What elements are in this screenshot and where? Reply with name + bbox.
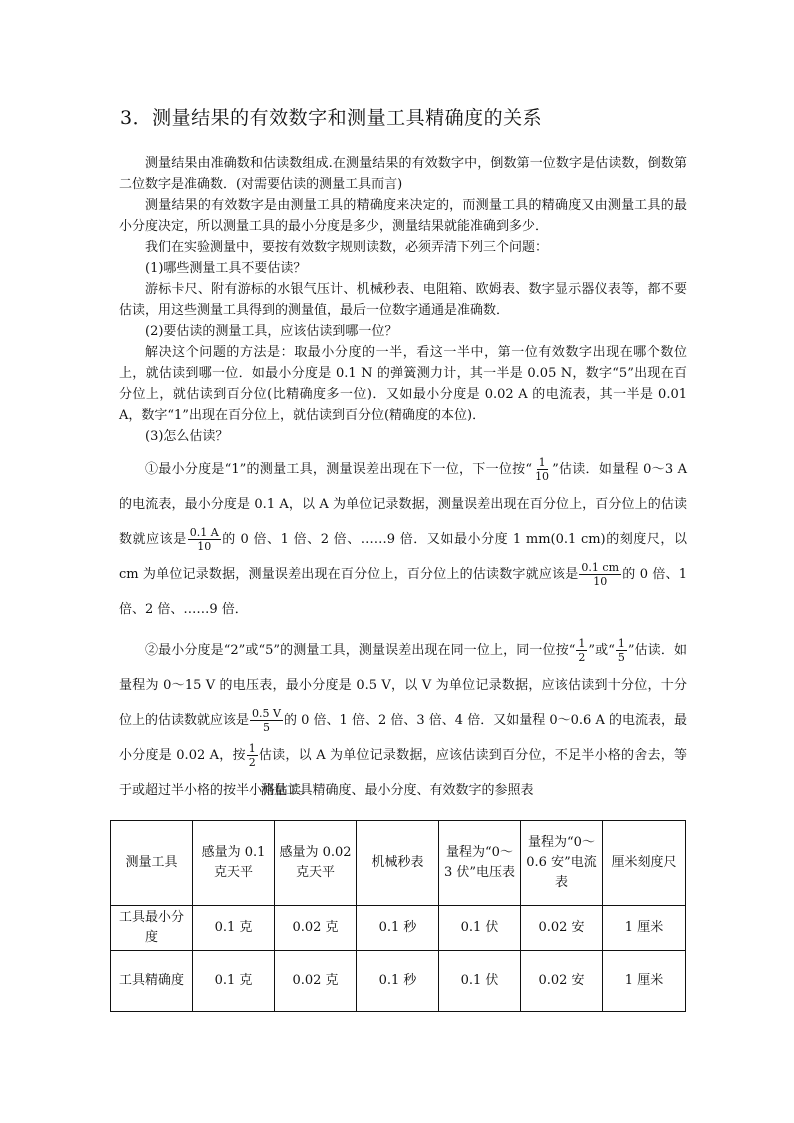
table-cell: 0.1 秒 — [357, 951, 439, 1012]
table-cell: 工具精确度 — [111, 951, 193, 1012]
fraction-one-tenth: $\frac{1}{10}$ — [535, 456, 550, 483]
paragraph-intro: 测量结果由准确数和估读数组成.在测量结果的有效数字中，倒数第一位数字是估读数，倒数第二位数字是准确数．(对需要估读的测量工具而言) — [119, 156, 687, 192]
fraction-0-1-cm: $\frac{0.1 cm}{10}$ — [581, 561, 620, 588]
table-cell: 工具最小分度 — [111, 906, 193, 951]
body-text — [119, 153, 687, 808]
header-cell: 量程为“0～3 伏”电压表 — [439, 821, 521, 906]
table-cell: 1 厘米 — [603, 951, 686, 1012]
table-cell: 0.1 秒 — [357, 906, 439, 951]
table-cell: 0.02 克 — [275, 951, 357, 1012]
paragraph-no-estimate: 游标卡尺、附有游标的水银气压计、机械秒表、电阻箱、欧姆表、数字显示器仪表等，都不要估读，用这些测量工具得到的测量值，最后一位数字通通是准确数． — [119, 282, 687, 318]
paragraph-three-questions: 我们在实验测量中，要按有效数字规则读数，必须弄清下列三个问题： — [145, 240, 549, 255]
table-cell: 0.02 安 — [521, 906, 603, 951]
table-cell: 0.1 克 — [193, 906, 275, 951]
table-cell: 1 厘米 — [603, 906, 686, 951]
section-title: 3．测量结果的有效数字和测量工具精确度的关系 — [120, 107, 543, 129]
question-3: (3)怎么估读？ — [145, 429, 229, 444]
table-caption: 测量工具精确度、最小分度、有效数字的参照表 — [260, 783, 534, 798]
table-cell: 0.1 伏 — [439, 951, 521, 1012]
question-2: (2)要估读的测量工具，应该估读到哪一位？ — [145, 324, 398, 339]
fraction-one-half-2: $\frac{1}{2}$ — [248, 742, 256, 769]
header-cell: 感量为 0.02 克天平 — [275, 821, 357, 906]
table-cell: 0.1 伏 — [439, 906, 521, 951]
header-cell: 机械秒表 — [357, 821, 439, 906]
reference-table — [110, 820, 686, 1012]
paragraph-precision: 测量结果的有效数字是由测量工具的精确度来决定的，而测量工具的精确度又由测量工具的最小分度决定，所以测量工具的最小分度是多少，测量结果就能准确到多少． — [119, 198, 687, 234]
table-row — [111, 951, 686, 1012]
paragraph-case-1: ①最小分度是“1”的测量工具，测量误差出现在下一位，下一位按“ $\frac{1}{10}$ ”估读．如量程 0～3 A 的电流表，最小分度是 0.1 A，以 A 为单位记录数据，测量误差出现在百分位上，百分位上的估读数就应该是 $\frac{0.1 A}{10}$ 的 0 倍、1 倍、2 倍、……9 倍．又如最小分度 1 mm(0.1 cm)的刻度尺，以 cm 为单位记录数据，测量误差出现在百分位上，百分位上的估读数字就应该是 $\frac{0.1 cm}{10}$ 的 0 倍、1 倍、2 倍、……9 倍． — [119, 456, 687, 617]
table-header-row — [111, 821, 686, 906]
table-cell: 0.02 克 — [275, 906, 357, 951]
paragraph-method: 解决这个问题的方法是：取最小分度的一半，看这一半中，第一位有效数字出现在哪个数位上，就估读到哪一位．如最小分度是 0.1 N 的弹簧测力计，其一半是 0.05 N，数字“5”出现在百分位上，就估读到百分位(比精确度多一位)．又如最小分度是 0.02 A 的电流表，其一半是 0.01 A，数字“1”出现在百分位上，就估读到百分位(精确度的本位)． — [119, 345, 687, 423]
header-cell: 测量工具 — [111, 821, 193, 906]
fraction-one-fifth: $\frac{1}{5}$ — [617, 637, 625, 664]
paragraph-case-2: ②最小分度是“2”或“5”的测量工具，测量误差出现在同一位上，同一位按“ $\frac{1}{2}$ ”或“ $\frac{1}{5}$ ”估读．如量程为 0～15 V 的电压表，最小分度是 0.5 V，以 V 为单位记录数据，应该估读到十分位，十分位上的估读数就应该是 $\frac{0.5 V}{5}$ 的 0 倍、1 倍、2 倍、3 倍、4 倍．又如量程 0～0.6 A 的电流表，最小分度是 0.02 A，按 $\frac{1}{2}$ 估读，以 A 为单位记录数据，应该估读到百分位，不足半小格的舍去，等于或超过半小格的按半小格估读． — [119, 637, 687, 798]
header-cell: 量程为“0～0.6 安”电流表 — [521, 821, 603, 906]
fraction-0-1-ampere: $\frac{0.1 A}{10}$ — [189, 526, 219, 553]
table-row — [111, 906, 686, 951]
fraction-one-half: $\frac{1}{2}$ — [578, 637, 586, 664]
table-cell: 0.1 克 — [193, 951, 275, 1012]
header-cell: 感量为 0.1 克天平 — [193, 821, 275, 906]
header-cell: 厘米刻度尺 — [603, 821, 686, 906]
fraction-0-5-volt: $\frac{0.5 V}{5}$ — [252, 707, 281, 734]
question-1: (1)哪些测量工具不要估读？ — [145, 261, 307, 276]
table-cell: 0.02 安 — [521, 951, 603, 1012]
